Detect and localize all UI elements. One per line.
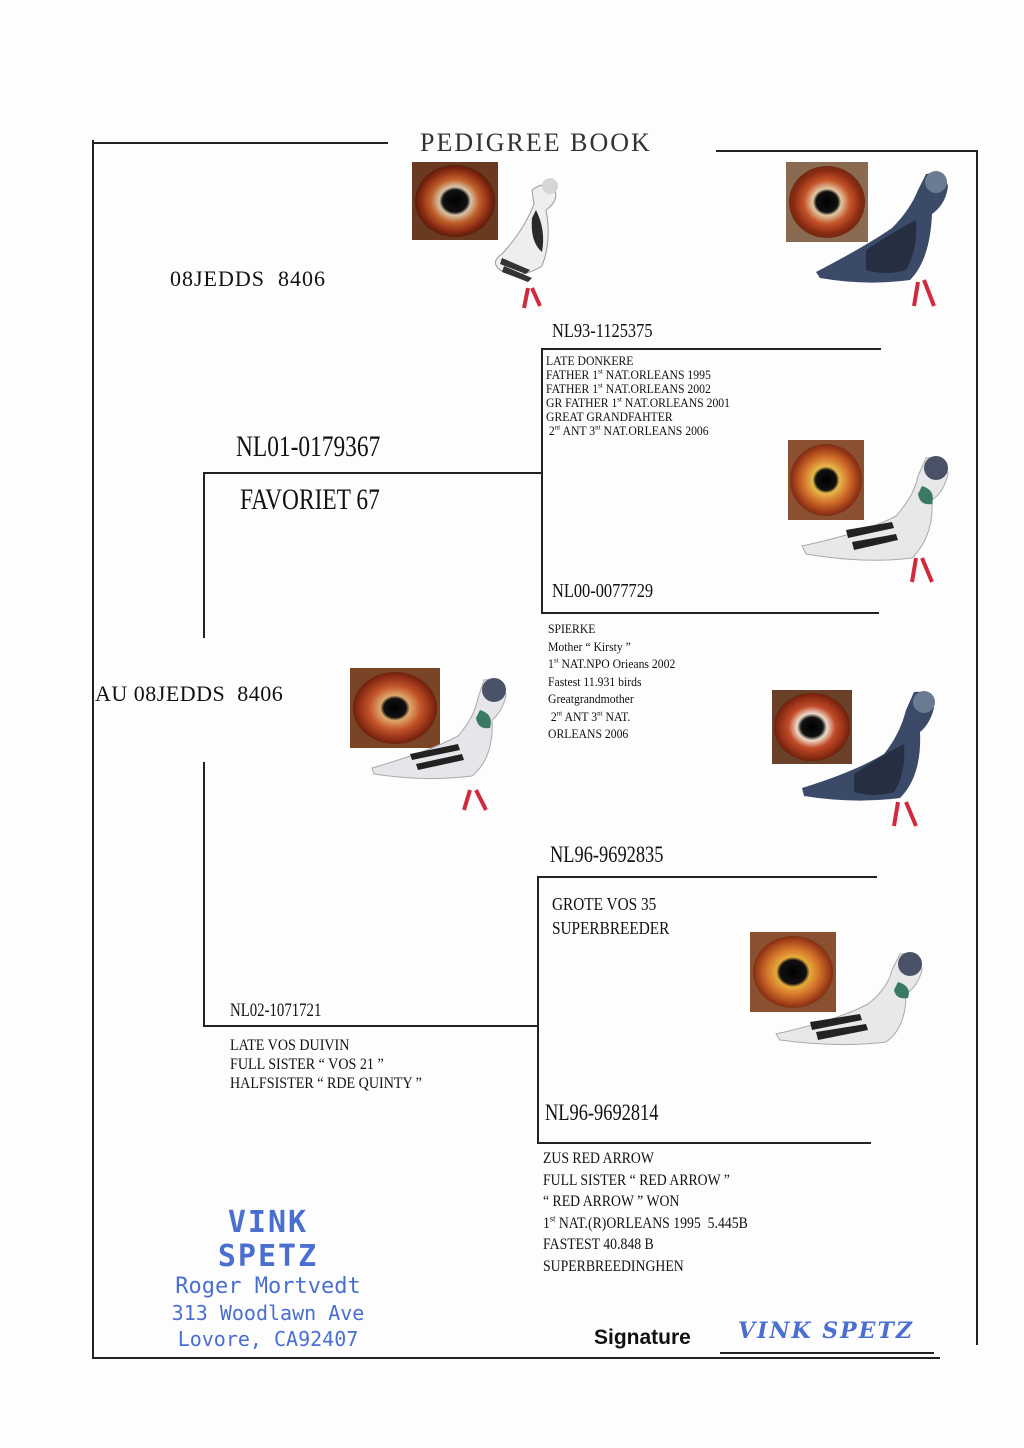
top-ring-number: 08JEDDS 8406 bbox=[170, 266, 327, 291]
pigeon-photo-top-left bbox=[480, 170, 570, 316]
dam-dam-notes bbox=[543, 1148, 748, 1277]
note-line: ORLEANS 2006 bbox=[548, 726, 629, 741]
sire-dam-notes bbox=[548, 620, 675, 743]
stamp-line: Roger Mortvedt bbox=[175, 1274, 361, 1299]
frame-top-right bbox=[716, 150, 978, 152]
note-line: 1st NAT.(R)ORLEANS 1995 5.445B bbox=[543, 1213, 748, 1232]
frame-right bbox=[976, 150, 978, 1345]
sire-dam-ring: NL00-0077729 bbox=[552, 580, 654, 602]
note-line: ZUS RED ARROW bbox=[543, 1150, 654, 1167]
signature-label: Signature bbox=[594, 1326, 691, 1349]
note-line: GREAT GRANDFAHTER bbox=[546, 409, 673, 424]
dam-dam-line bbox=[537, 1142, 871, 1144]
dam-bracket-bottom bbox=[203, 1025, 539, 1027]
sire-name: FAVORIET 67 bbox=[240, 483, 380, 516]
dam-sire-line bbox=[537, 876, 877, 878]
stamp-line: Lovore, CA92407 bbox=[177, 1327, 359, 1351]
sire-ring-number: NL01-0179367 bbox=[236, 430, 381, 463]
note-line: SPIERKE bbox=[548, 621, 596, 636]
note-line: Fastest 11.931 birds bbox=[548, 673, 642, 689]
note-line: HALFSISTER “ RDE QUINTY ” bbox=[230, 1075, 422, 1092]
dam-sire-ring: NL96-9692835 bbox=[550, 842, 664, 867]
pigeon-photo-dam-sire bbox=[770, 942, 930, 1062]
sire-bracket-vertical bbox=[203, 472, 205, 638]
note-line: $2^{nt}$ ANT $3^{nt}$ NAT. bbox=[548, 708, 631, 724]
pigeon-photo-subject bbox=[366, 670, 516, 816]
dam-bracket-vertical bbox=[203, 762, 205, 1027]
dam-split-vertical bbox=[537, 876, 539, 1144]
note-line: SUPERBREEDINGHEN bbox=[543, 1257, 684, 1275]
note-line: FASTEST 40.848 B bbox=[543, 1236, 654, 1253]
signature-value: VINK SPETZ bbox=[738, 1318, 914, 1344]
dam-sire-notes bbox=[552, 892, 669, 940]
note-line: LATE DONKERE bbox=[546, 353, 634, 368]
sire-split-vertical bbox=[541, 348, 543, 612]
sire-sire-line bbox=[541, 348, 881, 350]
note-line: Greatgrandmother bbox=[548, 691, 634, 706]
note-line: FATHER 1st NAT.ORLEANS 2002 bbox=[546, 380, 711, 396]
sire-sire-ring: NL93-1125375 bbox=[552, 320, 653, 342]
sire-dam-line bbox=[541, 612, 879, 614]
note-line: Mother “ Kirsty ” bbox=[548, 638, 631, 654]
note-line: SUPERBREEDER bbox=[552, 918, 670, 938]
dam-dam-ring: NL96-9692814 bbox=[545, 1100, 659, 1125]
note-line: GROTE VOS 35 bbox=[552, 894, 657, 914]
note-line: FATHER 1st NAT.ORLEANS 1995 bbox=[546, 366, 711, 382]
note-line: 1st NAT.NPO Orieans 2002 bbox=[548, 655, 676, 671]
frame-left bbox=[92, 140, 94, 1358]
sire-bracket-top bbox=[203, 472, 543, 474]
pigeon-photo-sire-dam bbox=[794, 684, 944, 836]
breeder-stamp bbox=[168, 1206, 368, 1352]
note-line: “ RED ARROW ” WON bbox=[543, 1193, 680, 1210]
note-line: FULL SISTER “ VOS 21 ” bbox=[230, 1056, 384, 1073]
note-line: $2^{nt}$ ANT $3^{nt}$ NAT.ORLEANS 2006 bbox=[546, 422, 709, 438]
subject-ring-number: AU 08JEDDS 8406 bbox=[95, 681, 284, 706]
frame-top-left bbox=[92, 142, 388, 144]
note-line: LATE VOS DUIVIN bbox=[230, 1037, 350, 1054]
signature-line bbox=[720, 1352, 934, 1354]
note-line: FULL SISTER “ RED ARROW ” bbox=[543, 1171, 730, 1189]
stamp-line: 313 Woodlawn Ave bbox=[171, 1301, 365, 1325]
dam-ring-number: NL02-1071721 bbox=[230, 1000, 322, 1021]
stamp-line: VINK SPETZ bbox=[217, 1205, 319, 1274]
dam-notes bbox=[230, 1036, 422, 1093]
sire-sire-notes bbox=[546, 354, 730, 438]
frame-bottom bbox=[92, 1357, 940, 1359]
page-title: PEDIGREE BOOK bbox=[420, 128, 652, 157]
pigeon-photo-top-right bbox=[806, 160, 956, 320]
pigeon-photo-sire-sire bbox=[796, 446, 956, 592]
note-line: GR FATHER 1st NAT.ORLEANS 2001 bbox=[546, 394, 730, 410]
